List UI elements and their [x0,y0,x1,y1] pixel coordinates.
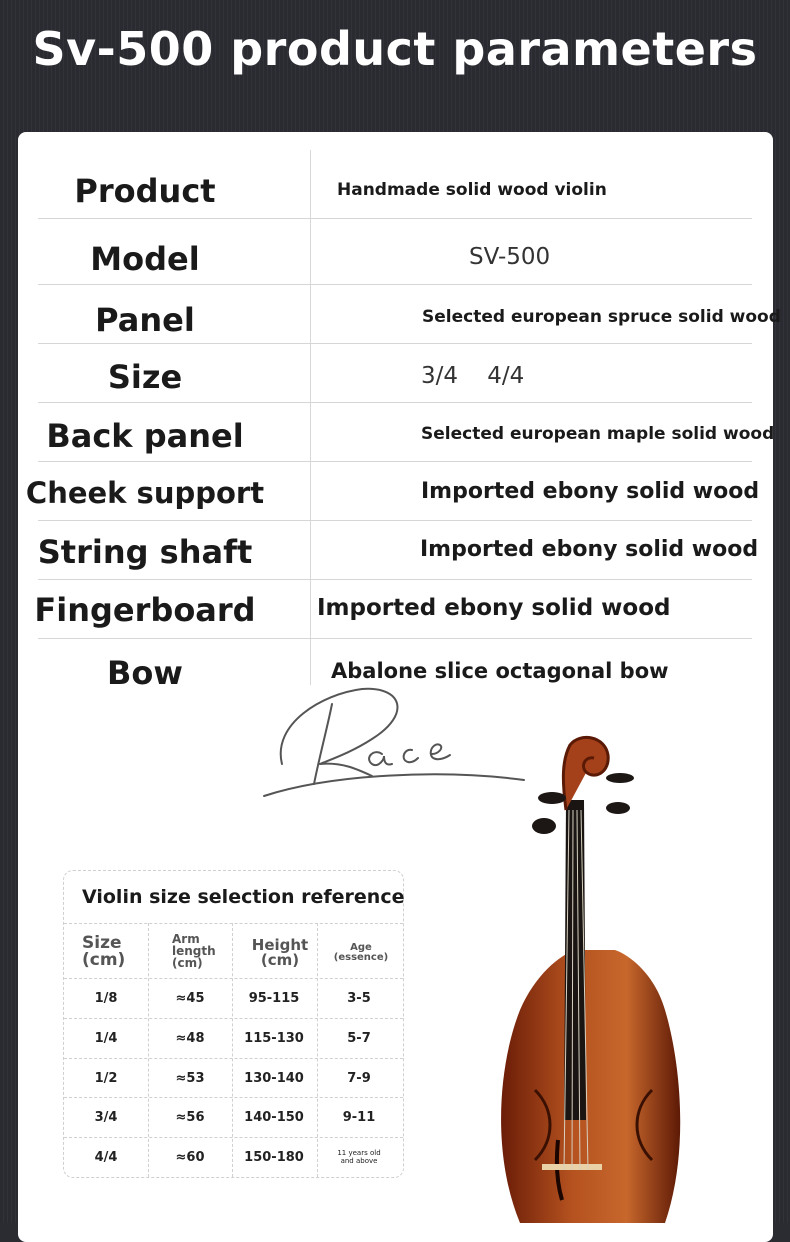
param-value-panel: Selected european spruce solid wood [422,307,781,327]
table-row-divider [38,284,752,285]
ref-cell-height: 150-180 [244,1150,304,1165]
ref-cell-arm: ≈60 [175,1150,205,1165]
param-value-model: SV-500 [469,244,551,270]
ref-cell-size: 1/4 [94,1031,118,1046]
param-label-model: Model [90,240,200,278]
ref-cell-age: 3-5 [347,991,371,1006]
ref-divider [64,923,403,924]
ref-cell-height: 130-140 [244,1071,304,1086]
header-height: Height (cm) [251,936,309,969]
ref-cell-arm: ≈53 [175,1071,205,1086]
param-label-string-shaft: String shaft [37,533,253,571]
violin-illustration [480,730,700,1223]
ref-divider [232,923,233,1177]
ref-cell-age: 11 years old and above [337,1149,381,1165]
table-row-divider [38,461,752,462]
ref-cell-arm: ≈56 [175,1110,205,1125]
param-label-bow: Bow [107,654,183,692]
ref-cell-arm: ≈45 [175,991,205,1006]
ref-cell-height: 140-150 [244,1110,304,1125]
table-divider [310,150,311,685]
table-row-divider [38,520,752,521]
ref-cell-age: 7-9 [347,1071,371,1086]
ref-divider [317,923,318,1177]
param-label-fingerboard: Fingerboard [34,591,256,629]
header-age: Age (essence) [333,942,389,963]
table-row-divider [38,343,752,344]
ref-cell-age: 9-11 [342,1110,376,1125]
table-row-divider [38,402,752,403]
ref-cell-size: 4/4 [94,1150,118,1165]
ref-cell-size: 1/2 [94,1071,118,1086]
size-reference-title: Violin size selection reference [82,886,405,908]
ref-cell-age: 5-7 [347,1031,371,1046]
param-label-panel: Panel [95,301,195,339]
ref-divider [64,1137,403,1138]
param-label-cheek-support: Cheek support [25,476,265,510]
param-value-size: 3/4 4/4 [421,363,525,389]
ref-cell-arm: ≈48 [175,1031,205,1046]
table-row-divider [38,579,752,580]
param-label-product: Product [74,172,216,210]
ref-cell-size: 1/8 [94,991,118,1006]
param-value-fingerboard: Imported ebony solid wood [317,595,671,621]
param-label-size: Size [107,358,183,396]
table-row-divider [38,638,752,639]
ref-divider [148,923,149,1177]
size-reference-table [63,870,404,1178]
ref-cell-size: 3/4 [94,1110,118,1125]
param-value-cheek-support: Imported ebony solid wood [421,479,760,504]
param-value-string-shaft: Imported ebony solid wood [420,537,759,562]
param-label-back-panel: Back panel [46,417,244,455]
ref-cell-height: 115-130 [244,1031,304,1046]
ref-divider [64,1058,403,1059]
ref-divider [64,1018,403,1019]
table-row-divider [38,218,752,219]
header-size: Size (cm) [82,933,126,970]
param-value-product: Handmade solid wood violin [337,180,607,200]
param-value-bow: Abalone slice octagonal bow [331,659,669,683]
ref-divider [64,1097,403,1098]
ref-cell-height: 95-115 [248,991,300,1006]
ref-divider [64,978,403,979]
page-title: Sv-500 product parameters [32,22,758,76]
header-arm-length: Arm length (cm) [172,932,216,970]
param-value-back-panel: Selected european maple solid wood [421,424,775,444]
